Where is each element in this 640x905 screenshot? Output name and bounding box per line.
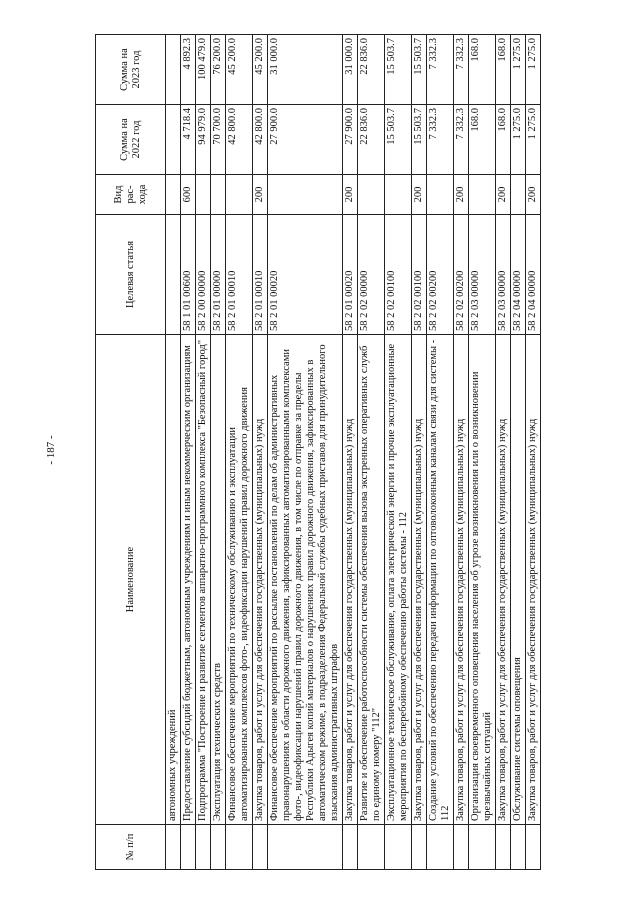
- table-row: [427, 35, 454, 870]
- row-name: Закупка товаров, работ и услуг для обеспечения государственных (муниципальных) нужд: [343, 335, 358, 825]
- row-name: Закупка товаров, работ и услуг для обеспечения государственных (муниципальных) нужд: [526, 335, 541, 825]
- table-row: [358, 35, 385, 870]
- row-name: Эксплуатация технических средств: [211, 335, 226, 825]
- row-vid: [469, 175, 496, 215]
- row-code: 58 2 02 00100: [412, 215, 427, 335]
- row-vid: 600: [181, 175, 196, 215]
- row-vid: [511, 175, 526, 215]
- budget-table: [95, 34, 541, 870]
- row-vid: [385, 175, 412, 215]
- row-sum-2023: 15 503.7: [412, 35, 427, 105]
- row-sum-2022: 7 332.3: [454, 105, 469, 175]
- row-code: 58 2 01 00020: [268, 215, 343, 335]
- row-name: Эксплуатационное техническое обслуживание, оплата электрической энергии и прочие эксплуатационные мероприятия по бесперебойному обеспечению работы системы - 112: [385, 335, 412, 825]
- row-sum-2022: 15 503.7: [385, 105, 412, 175]
- header-vid: Вид рас-хода: [96, 175, 166, 215]
- row-num: [526, 825, 541, 870]
- row-vid: 200: [343, 175, 358, 215]
- row-sum-2022: 1 275.0: [511, 105, 526, 175]
- row-num: [226, 825, 253, 870]
- row-vid: 200: [496, 175, 511, 215]
- row-num: [211, 825, 226, 870]
- table-row: [343, 35, 358, 870]
- row-vid: 200: [454, 175, 469, 215]
- row-sum-2022: 42 800.0: [226, 105, 253, 175]
- row-name: Закупка товаров, работ и услуг для обеспечения государственных (муниципальных) нужд: [412, 335, 427, 825]
- row-vid: [211, 175, 226, 215]
- row-sum-2023: 45 200.0: [226, 35, 253, 105]
- header-num: № п/п: [96, 825, 166, 870]
- table-row: [412, 35, 427, 870]
- row-sum-2023: 168.0: [496, 35, 511, 105]
- row-vid: [226, 175, 253, 215]
- table-row: [253, 35, 268, 870]
- row-name: Создание условий по обеспечению передачи информации по оптоволоконным каналам связи для системы - 112: [427, 335, 454, 825]
- table-row: [385, 35, 412, 870]
- row-code: 58 2 01 00000: [211, 215, 226, 335]
- row-sum-2023: 31 000.0: [343, 35, 358, 105]
- row-sum-2023: 168.0: [469, 35, 496, 105]
- row-sum-2023: 76 200.0: [211, 35, 226, 105]
- row-sum-2022: 7 332.3: [427, 105, 454, 175]
- row-code: 58 2 04 00000: [526, 215, 541, 335]
- table-row: [196, 35, 211, 870]
- row-sum-2022: 4 718.4: [181, 105, 196, 175]
- row-sum-2022: 15 503.7: [412, 105, 427, 175]
- row-name: Организация своевременного оповещения населения об угрозе возникновения или о возникновении чрезвычайных ситуаций: [469, 335, 496, 825]
- row-num: [166, 825, 181, 870]
- row-vid: [166, 175, 181, 215]
- row-num: [427, 825, 454, 870]
- row-sum-2022: [166, 105, 181, 175]
- row-vid: 200: [253, 175, 268, 215]
- row-num: [511, 825, 526, 870]
- table-header-row: [96, 35, 166, 870]
- row-num: [358, 825, 385, 870]
- row-code: [166, 215, 181, 335]
- row-code: 58 2 02 00200: [454, 215, 469, 335]
- row-vid: [358, 175, 385, 215]
- row-sum-2022: 168.0: [496, 105, 511, 175]
- row-code: 58 2 02 00000: [358, 215, 385, 335]
- row-name: автономных учреждений: [166, 335, 181, 825]
- row-name: Подпрограмма "Построение и развитие сегментов аппаратно-программного комплекса "Безопасный город": [196, 335, 211, 825]
- table-row: [469, 35, 496, 870]
- row-sum-2023: 4 892.3: [181, 35, 196, 105]
- row-vid: 200: [412, 175, 427, 215]
- row-sum-2022: 42 800.0: [253, 105, 268, 175]
- row-name: Обслуживание системы оповещения: [511, 335, 526, 825]
- row-vid: [427, 175, 454, 215]
- row-code: 58 2 03 00000: [469, 215, 496, 335]
- table-row: [496, 35, 511, 870]
- table-row: [211, 35, 226, 870]
- row-name: Финансовое обеспечение мероприятий по техническому обслуживанию и эксплуатации автоматизированных комплексов фото-, видеофиксации нарушений правил дорожного движения: [226, 335, 253, 825]
- table-row: [166, 35, 181, 870]
- header-code: Целевая статья: [96, 215, 166, 335]
- row-num: [268, 825, 343, 870]
- row-vid: [268, 175, 343, 215]
- row-num: [196, 825, 211, 870]
- row-code: 58 2 02 00100: [385, 215, 412, 335]
- rotated-page-content: [95, 35, 570, 870]
- row-sum-2022: 1 275.0: [526, 105, 541, 175]
- row-name: Закупка товаров, работ и услуг для обеспечения государственных (муниципальных) нужд: [253, 335, 268, 825]
- row-code: 58 2 02 00200: [427, 215, 454, 335]
- row-num: [343, 825, 358, 870]
- row-sum-2022: 70 700.0: [211, 105, 226, 175]
- row-sum-2022: 27 900.0: [343, 105, 358, 175]
- table-row: [454, 35, 469, 870]
- row-code: 58 2 01 00020: [343, 215, 358, 335]
- row-code: 58 2 00 00000: [196, 215, 211, 335]
- row-sum-2023: 7 332.3: [427, 35, 454, 105]
- row-name: Закупка товаров, работ и услуг для обеспечения государственных (муниципальных) нужд: [454, 335, 469, 825]
- row-num: [253, 825, 268, 870]
- row-num: [496, 825, 511, 870]
- row-num: [454, 825, 469, 870]
- row-sum-2023: 100 479.0: [196, 35, 211, 105]
- row-sum-2022: 22 836.0: [358, 105, 385, 175]
- table-row: [511, 35, 526, 870]
- row-code: 58 2 03 00000: [496, 215, 511, 335]
- row-num: [469, 825, 496, 870]
- row-vid: [196, 175, 211, 215]
- row-sum-2023: 7 332.3: [454, 35, 469, 105]
- row-sum-2023: [166, 35, 181, 105]
- row-code: 58 1 01 00600: [181, 215, 196, 335]
- row-sum-2023: 22 836.0: [358, 35, 385, 105]
- table-row: [526, 35, 541, 870]
- row-code: 58 2 01 00010: [226, 215, 253, 335]
- table-row: [268, 35, 343, 870]
- row-num: [181, 825, 196, 870]
- row-vid: 200: [526, 175, 541, 215]
- table-row: [226, 35, 253, 870]
- row-num: [385, 825, 412, 870]
- row-sum-2022: 168.0: [469, 105, 496, 175]
- row-code: 58 2 01 00010: [253, 215, 268, 335]
- table-row: [181, 35, 196, 870]
- page-number: - 187 -: [45, 435, 57, 465]
- header-sum-2023: Сумма на 2023 год: [96, 35, 166, 105]
- table-body: [166, 35, 541, 870]
- row-num: [412, 825, 427, 870]
- row-name: Предоставление субсидий бюджетным, автономным учреждениям и иным некоммерческим организациям: [181, 335, 196, 825]
- header-sum-2022: Сумма на 2022 год: [96, 105, 166, 175]
- header-name: Наименование: [96, 335, 166, 825]
- row-name: Развитие и обеспечение работоспособности системы обеспечения вызова экстренных оперативных служб по единому номеру "112": [358, 335, 385, 825]
- row-sum-2023: 1 275.0: [526, 35, 541, 105]
- row-sum-2023: 31 000.0: [268, 35, 343, 105]
- row-sum-2022: 94 979.0: [196, 105, 211, 175]
- row-sum-2022: 27 900.0: [268, 105, 343, 175]
- row-code: 58 2 04 00000: [511, 215, 526, 335]
- row-name: Закупка товаров, работ и услуг для обеспечения государственных (муниципальных) нужд: [496, 335, 511, 825]
- row-sum-2023: 15 503.7: [385, 35, 412, 105]
- budget-table-container: [95, 35, 570, 870]
- row-sum-2023: 45 200.0: [253, 35, 268, 105]
- row-name: Финансовое обеспечение мероприятий по рассылке постановлений по делам об административных правонарушениях в области дорожного движения, зафиксированных автоматизированными комплексами фото-, видеофиксации нарушений правил дорожного движения, в том числе по отправке за пределы Республики Адыгея копий материалов о нарушениях правил дорожного движения, зафиксированных в автоматическом режиме, в подразделения Федеральной службы судебных приставов для принудительного взыскания административных штрафов: [268, 335, 343, 825]
- row-sum-2023: 1 275.0: [511, 35, 526, 105]
